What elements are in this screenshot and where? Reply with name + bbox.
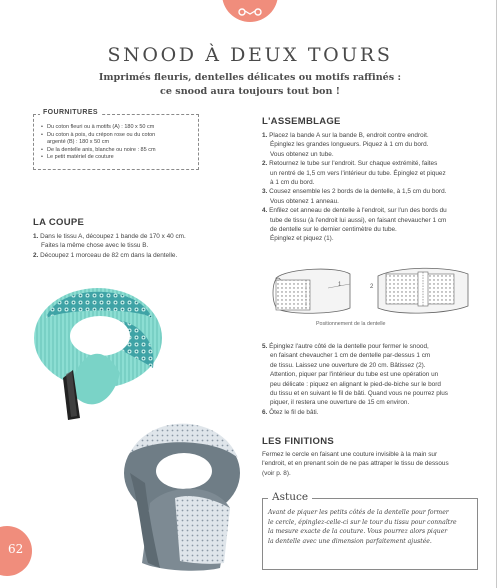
top-badge [222, 0, 278, 22]
step-number: 1. [262, 132, 268, 139]
step-text: Vous obtenez un tube. [270, 150, 334, 158]
step-number: 2. [33, 251, 39, 259]
lace-position-diagram [268, 262, 480, 324]
step-number: 3. [262, 188, 268, 196]
step-text: du tissu et en suivant le fil de bâti. Quand vous ne pourrez plus [270, 390, 448, 398]
step-number: 2. [262, 160, 268, 168]
assemblage-step-3 [262, 187, 474, 206]
step-number: 6. [262, 408, 268, 416]
astuce-heading: Astuce [268, 491, 312, 503]
coupe-step-1 [33, 232, 218, 251]
step-text: peu délicate : piquez en alignant le pied-de-biche sur le bord [270, 380, 441, 388]
finitions-text [262, 450, 476, 478]
step-text: Découpez 1 morceau de 82 cm dans la dentelle. [40, 251, 178, 259]
teal-snood-photo [28, 278, 168, 420]
figure-label-2: 2 [370, 284, 374, 290]
assemblage-steps-1-4 [262, 131, 474, 244]
list-item: • De la dentelle anis, blanche ou noire : 85 cm [41, 147, 197, 155]
finitions-heading: LES FINITIONS [262, 436, 334, 447]
assemblage-step-1 [262, 131, 474, 159]
step-text: Attention, piquer par l'intérieur du tube est une opération un [270, 371, 439, 379]
coupe-step-2 [33, 251, 218, 260]
figure-caption: Positionnement de la dentelle [316, 321, 386, 327]
step-text: Enfilez cet anneau de dentelle à l'endroit, sur l'un des bords du [269, 207, 447, 215]
text-line: Fermez le cercle en faisant une couture invisible à la main sur [262, 451, 438, 458]
page-title: SNOOD À DEUX TOURS [107, 44, 393, 66]
text-line: la dentelle avec une dimension parfaitement ajustée. [268, 537, 432, 545]
page-subtitle [0, 71, 500, 99]
step-text: Cousez ensemble les 2 bords de la dentelle, à 1,5 cm du bord. [269, 188, 447, 196]
step-text: tube de tissu (à l'endroit lui aussi), en faisant chevaucher 1 cm [270, 216, 447, 224]
subtitle-line-1: Imprimés fleuris, dentelles délicates ou motifs raffinés : [98, 72, 402, 83]
text-line: (voir p. 8). [262, 469, 291, 477]
step-number: 4. [262, 207, 268, 215]
coupe-heading: LA COUPE [33, 217, 85, 228]
step-number: 5. [262, 343, 268, 350]
step-text: piquer, il restera une ouverture de 15 cm environ. [270, 399, 410, 407]
subtitle-line-2: ce snood aura toujours tout bon ! [160, 86, 340, 97]
list-item: • Le petit matériel de couture [41, 154, 197, 162]
step-text: Épinglez et piquez (1). [270, 235, 334, 243]
step-text: un rentré de 1,5 cm vers l'intérieur du tube. Épinglez et piquez [270, 169, 446, 177]
step-text: Placez la bande A sur la bande B, endroit contre endroit. [269, 132, 429, 139]
text-line: la mesure exacte de la couture. Vous pourrez alors piquer [268, 528, 448, 536]
step-text: de tissu. Laissez une ouverture de 20 cm. Bâtissez (2). [270, 361, 426, 369]
assemblage-step-4 [262, 206, 474, 244]
list-item: • Du coton à pois, du crépon rose ou du coton [41, 132, 197, 140]
step-text: Vous obtenez 1 anneau. [270, 197, 339, 205]
step-text: Dans le tissu A, découpez 1 bande de 170 x 40 cm. [40, 233, 186, 240]
list-item: argenté (B) : 180 x 50 cm [47, 139, 110, 146]
assemblage-steps-5-6 [262, 342, 474, 417]
step-text: en faisant chevaucher 1 cm de dentelle par-dessus 1 cm [270, 352, 431, 360]
fournitures-heading: FOURNITURES [40, 109, 101, 116]
assemblage-heading: L'ASSEMBLAGE [262, 116, 341, 127]
fournitures-list [41, 124, 197, 162]
grey-snood-photo [120, 413, 250, 573]
assemblage-step-2 [262, 159, 474, 187]
step-text: à 1 cm du bord. [270, 179, 315, 187]
assemblage-step-5 [262, 342, 474, 408]
step-text: Épinglez l'autre côté de la dentelle pour fermer le snood, [269, 343, 429, 350]
page-number: 62 [8, 542, 24, 556]
step-text: de dentelle sur le dernier centimètre du tube. [270, 226, 397, 234]
step-text: Ôtez le fil de bâti. [269, 408, 319, 416]
text-line: l'endroit, et en prenant soin de ne pas attraper le tissu de dessous [262, 460, 449, 468]
assemblage-step-6 [262, 408, 474, 417]
step-text: Épinglez les grandes longueurs. Piquez à 1 cm du bord. [270, 141, 429, 149]
step-text: Faites la même chose avec le tissu B. [41, 242, 149, 250]
scissors-icon [237, 6, 263, 18]
step-number: 1. [33, 233, 39, 240]
text-line: le cercle, épinglez-celle-ci sur le tour du tissu pour connaître [268, 518, 457, 526]
step-text: Retournez le tube sur l'endroit. Sur chaque extrémité, faites [269, 160, 438, 168]
text-line: Avant de piquer les petits côtés de la dentelle pour former [268, 509, 449, 516]
coupe-steps [33, 232, 218, 260]
astuce-text [268, 508, 472, 546]
list-item: • Du coton fleuri ou à motifs (A) : 180 x 50 cm [41, 124, 197, 132]
figure-label-1: 1 [338, 282, 342, 288]
